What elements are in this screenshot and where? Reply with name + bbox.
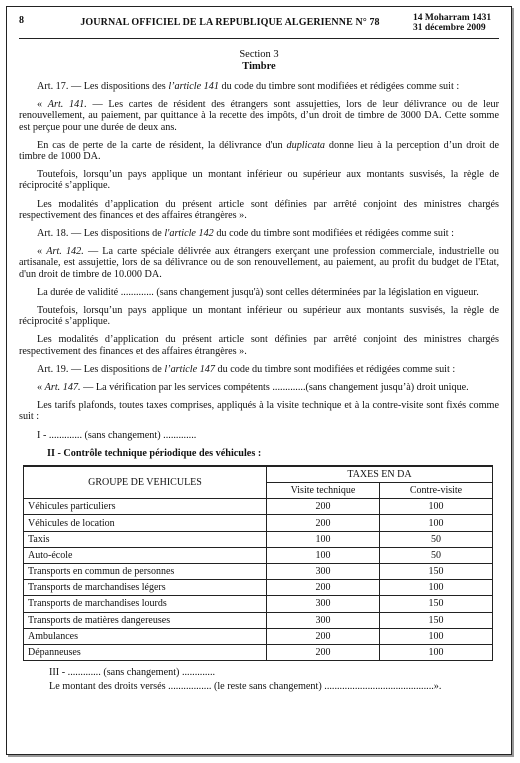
journal-header bbox=[19, 13, 499, 39]
table-row bbox=[24, 628, 493, 644]
cell-recheck-tax: 100 bbox=[380, 499, 493, 515]
table-row bbox=[24, 499, 493, 515]
paragraph-modalities-2: Les modalités d’application du présent article sont définies par arrêté conjoint des ministres chargés respectivement des finances et des affaires étrangères ». bbox=[19, 334, 499, 357]
column-header-taxes: TAXES EN DA bbox=[267, 466, 493, 483]
cell-vehicle-group: Taxis bbox=[24, 531, 267, 547]
table-row bbox=[24, 531, 493, 547]
date-gregorian: 31 décembre 2009 bbox=[413, 23, 486, 33]
table-row bbox=[24, 564, 493, 580]
paragraph-duplicata: En cas de perte de la carte de résident, la délivrance d'un duplicata donne lieu à la perception d’un droit de timbre de 1000 DA. bbox=[19, 139, 500, 163]
cell-vehicle-group: Transports de marchandises légers bbox=[24, 580, 267, 596]
paragraph-reciprocity-2: Toutefois, lorsqu’un pays applique un montant inférieur ou supérieur aux montants susvisés, la règle de réciprocité s’applique. bbox=[19, 305, 499, 328]
cell-visit-tax: 200 bbox=[267, 628, 380, 644]
paragraph-art19: Art. 19. — Les dispositions de l’article 147 du code du timbre sont modifiées et rédigées comme suit : bbox=[37, 363, 456, 375]
cell-vehicle-group: Transports en commun de personnes bbox=[24, 564, 267, 580]
section-title: Timbre bbox=[242, 61, 276, 72]
paragraph-art17: Art. 17. — Les dispositions des l’article 141 du code du timbre sont modifiées et rédigées comme suit : bbox=[37, 81, 460, 92]
paragraph-validity: La durée de validité ............. (sans changement jusqu'à) sont celles déterminées par la législation en vigueur. bbox=[37, 286, 479, 298]
page-number: 8 bbox=[19, 15, 24, 26]
cell-vehicle-group: Véhicules particuliers bbox=[24, 499, 267, 515]
section-number: Section 3 bbox=[239, 49, 279, 60]
cell-visit-tax: 200 bbox=[267, 580, 380, 596]
cell-visit-tax: 200 bbox=[267, 515, 380, 531]
paragraph-art18: Art. 18. — Les dispositions de l'article 142 du code du timbre sont modifiées et rédigées comme suit : bbox=[37, 228, 454, 240]
column-header-recheck: Contre-visite bbox=[380, 483, 493, 499]
paragraph-tariffs: Les tarifs plafonds, toutes taxes comprises, appliqués à la visite technique et à la contre-visite sont fixés comme suit : bbox=[19, 400, 499, 423]
paragraph-item-1: I - ............. (sans changement) ............. bbox=[37, 429, 197, 441]
cell-recheck-tax: 100 bbox=[380, 644, 493, 660]
cell-visit-tax: 200 bbox=[267, 499, 380, 515]
cell-recheck-tax: 150 bbox=[380, 596, 493, 612]
cell-vehicle-group: Ambulances bbox=[24, 628, 267, 644]
table-row bbox=[24, 547, 493, 563]
cell-vehicle-group: Véhicules de location bbox=[24, 515, 267, 531]
column-header-visit: Visite technique bbox=[267, 483, 380, 499]
table-row bbox=[24, 612, 493, 628]
document-page bbox=[6, 6, 512, 755]
paragraph-amount: Le montant des droits versés ................. (le reste sans changement) ...........................................». bbox=[49, 680, 442, 692]
cell-recheck-tax: 100 bbox=[380, 628, 493, 644]
paragraph-art147: « Art. 147. — La vérification par les services compétents .............(sans changement jusqu’à) droit unique. bbox=[37, 382, 469, 394]
cell-visit-tax: 100 bbox=[267, 547, 380, 563]
subsection-title: II - Contrôle technique périodique des véhicules : bbox=[47, 447, 262, 459]
paragraph-art142: « Art. 142. — La carte spéciale délivrée aux étrangers exerçant une profession commerciale, industrielle ou artisanale, est assujettie, lors de sa délivrance ou de son renouvellement, au paiement, au profit du budget de l'Etat, d'un droit de timbre de 10.000 DA. bbox=[19, 246, 499, 280]
cell-visit-tax: 300 bbox=[267, 564, 380, 580]
paragraph-art141: « Art. 141. — Les cartes de résident des étrangers sont assujetties, lors de leur délivrance ou de leur renouvellement, au paiement, par quittance à la recette des impôts, d’un droit de timbre de 3000 DA. Cette somme est perçue pour une durée de deux ans. bbox=[19, 99, 499, 133]
cell-vehicle-group: Dépanneuses bbox=[24, 644, 267, 660]
paragraph-reciprocity-1: Toutefois, lorsqu’un pays applique un montant inférieur ou supérieur aux montants susvisés, la règle de réciprocité s’applique. bbox=[19, 169, 499, 192]
date-hijri: 14 Moharram 1431 bbox=[413, 13, 492, 23]
cell-recheck-tax: 100 bbox=[380, 515, 493, 531]
cell-recheck-tax: 150 bbox=[380, 612, 493, 628]
vehicle-taxes-table bbox=[23, 465, 493, 661]
cell-vehicle-group: Auto-école bbox=[24, 547, 267, 563]
table-row bbox=[24, 596, 493, 612]
cell-recheck-tax: 100 bbox=[380, 580, 493, 596]
cell-recheck-tax: 150 bbox=[380, 564, 493, 580]
cell-vehicle-group: Transports de marchandises lourds bbox=[24, 596, 267, 612]
cell-visit-tax: 300 bbox=[267, 612, 380, 628]
issue-date bbox=[413, 13, 499, 33]
cell-recheck-tax: 50 bbox=[380, 547, 493, 563]
column-header-group: GROUPE DE VEHICULES bbox=[24, 466, 267, 499]
journal-title: JOURNAL OFFICIEL DE LA REPUBLIQUE ALGERIENNE N° 78 bbox=[80, 17, 380, 28]
cell-vehicle-group: Transports de matières dangereuses bbox=[24, 612, 267, 628]
table-row bbox=[24, 580, 493, 596]
cell-recheck-tax: 50 bbox=[380, 531, 493, 547]
paragraph-modalities-1: Les modalités d’application du présent article sont définies par arrêté conjoint des ministres chargés respectivement des finances et des affaires étrangères ». bbox=[19, 198, 499, 221]
cell-visit-tax: 100 bbox=[267, 531, 380, 547]
closing-lines bbox=[49, 667, 499, 692]
cell-visit-tax: 200 bbox=[267, 644, 380, 660]
table-row bbox=[24, 515, 493, 531]
paragraph-item-3: III - ............. (sans changement) ............. bbox=[49, 667, 216, 679]
table-row bbox=[24, 644, 493, 660]
cell-visit-tax: 300 bbox=[267, 596, 380, 612]
